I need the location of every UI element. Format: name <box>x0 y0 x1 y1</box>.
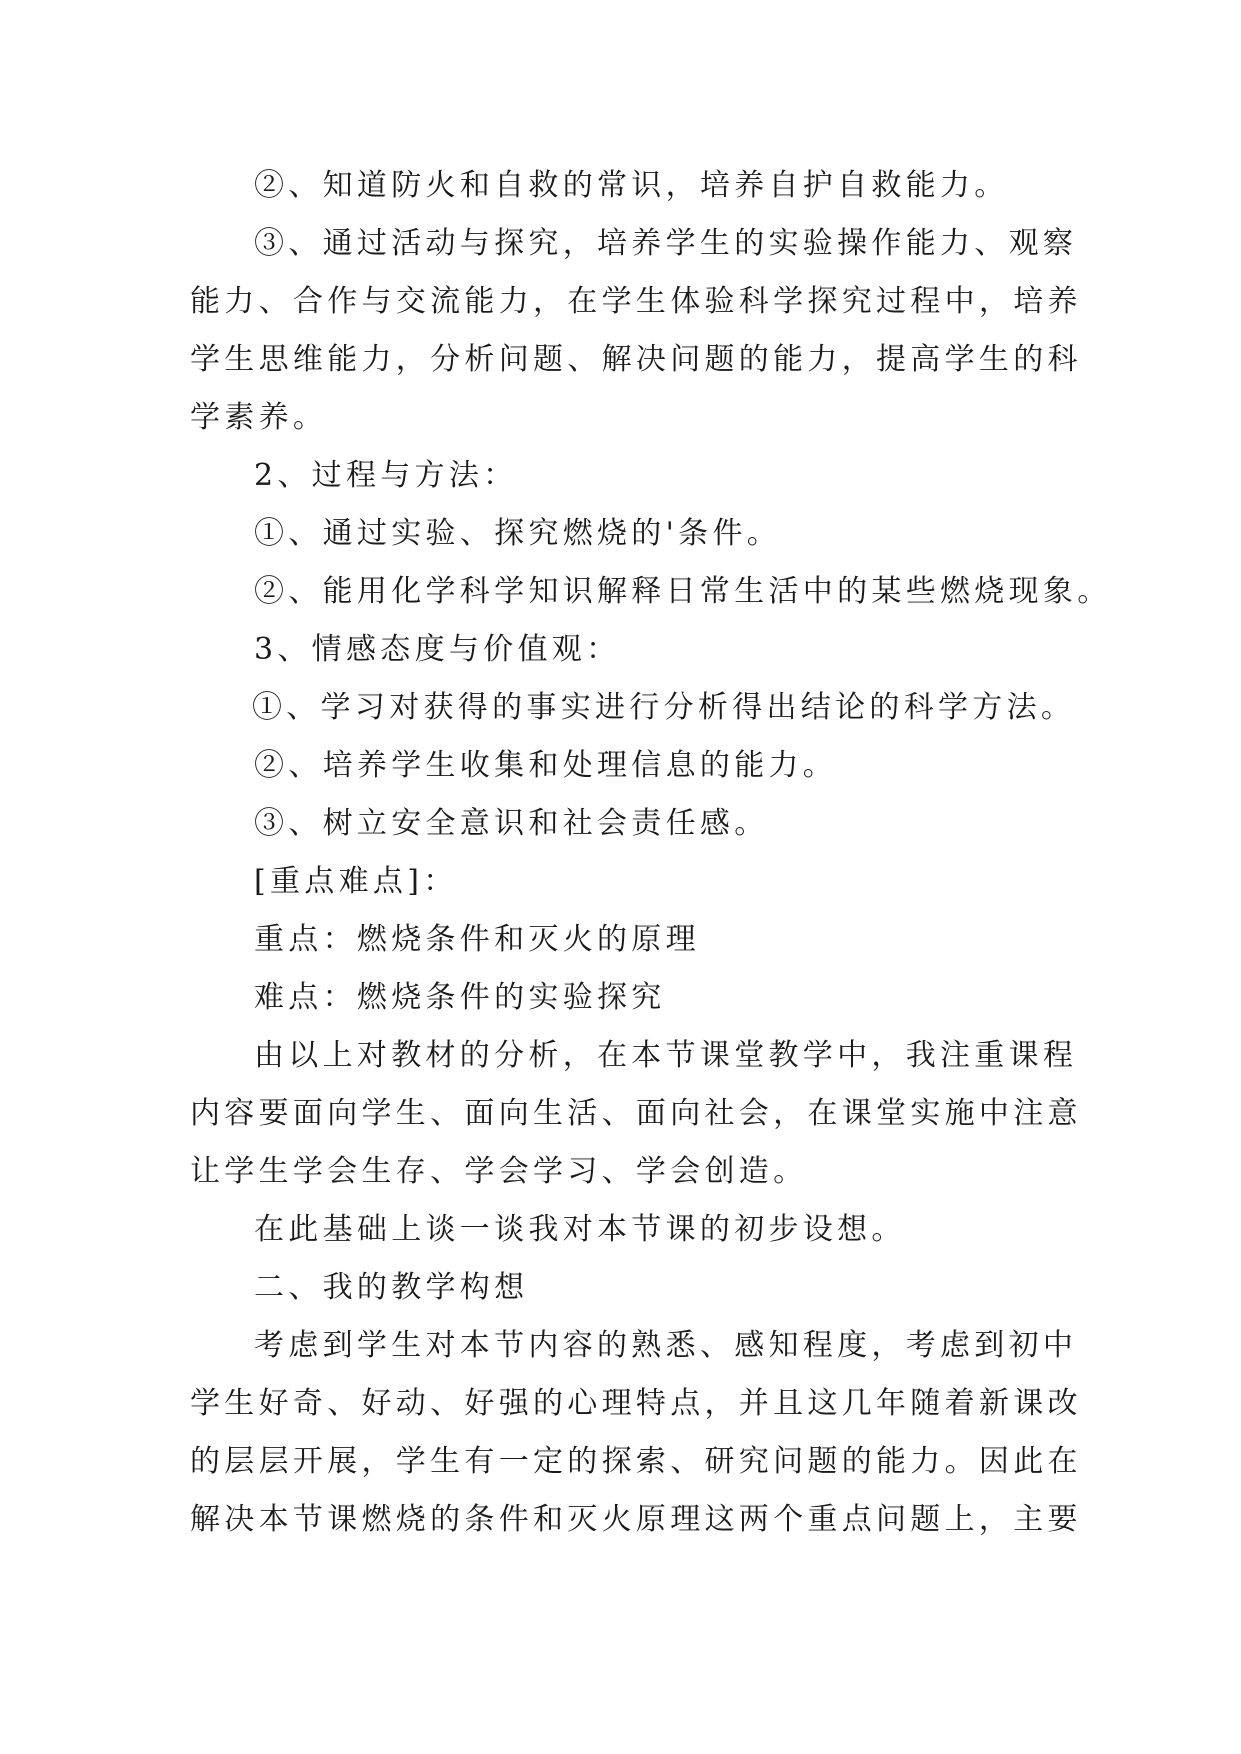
text-line-values-1: ①、学习对获得的事实进行分析得出结论的科学方法。 <box>252 690 1076 725</box>
text-line-values-3: ③、树立安全意识和社会责任感。 <box>254 806 769 841</box>
text-line: 学素养。 <box>190 400 328 435</box>
text-line-process-2: ②、能用化学科学知识解释日常生活中的某些燃烧现象。 <box>254 574 1112 609</box>
text-line: 解决本节课燃烧的条件和灭火原理这两个重点问题上，主要 <box>190 1502 1082 1537</box>
text-line: 的层层开展，学生有一定的探索、研究问题的能力。因此在 <box>190 1444 1082 1479</box>
text-line: 能力、合作与交流能力，在学生体验科学探究过程中，培养 <box>190 284 1082 319</box>
text-line-objective-3: ③、通过活动与探究，培养学生的实验操作能力、观察 <box>254 226 1078 261</box>
text-line-process-1: ①、通过实验、探究燃烧的'条件。 <box>254 516 782 551</box>
text-line-difficult-point: 难点：燃烧条件的实验探究 <box>254 980 666 1015</box>
text-line: 内容要面向学生、面向生活、面向社会，在课堂实施中注意 <box>190 1096 1082 1131</box>
section-heading-teaching-plan: 二、我的教学构想 <box>254 1270 529 1305</box>
section-heading-process-methods: 2、过程与方法： <box>254 458 518 493</box>
text-line: 由以上对教材的分析，在本节课堂教学中，我注重课程 <box>254 1038 1078 1073</box>
text-line: 让学生学会生存、学会学习、学会创造。 <box>190 1154 808 1189</box>
text-line-values-2: ②、培养学生收集和处理信息的能力。 <box>254 748 838 783</box>
text-line-objective-2: ②、知道防火和自救的常识，培养自护自救能力。 <box>254 168 1009 203</box>
section-heading-key-points: [重点难点]： <box>254 864 458 899</box>
text-line: 考虑到学生对本节内容的熟悉、感知程度，考虑到初中 <box>254 1328 1078 1363</box>
text-line: 学生好奇、好动、好强的心理特点，并且这几年随着新课改 <box>190 1386 1082 1421</box>
text-line: 学生思维能力，分析问题、解决问题的能力，提高学生的科 <box>190 342 1082 377</box>
text-line-key-point: 重点：燃烧条件和灭火的原理 <box>254 922 700 957</box>
section-heading-values: 3、情感态度与价值观： <box>254 632 621 667</box>
text-line: 在此基础上谈一谈我对本节课的初步设想。 <box>254 1212 906 1247</box>
